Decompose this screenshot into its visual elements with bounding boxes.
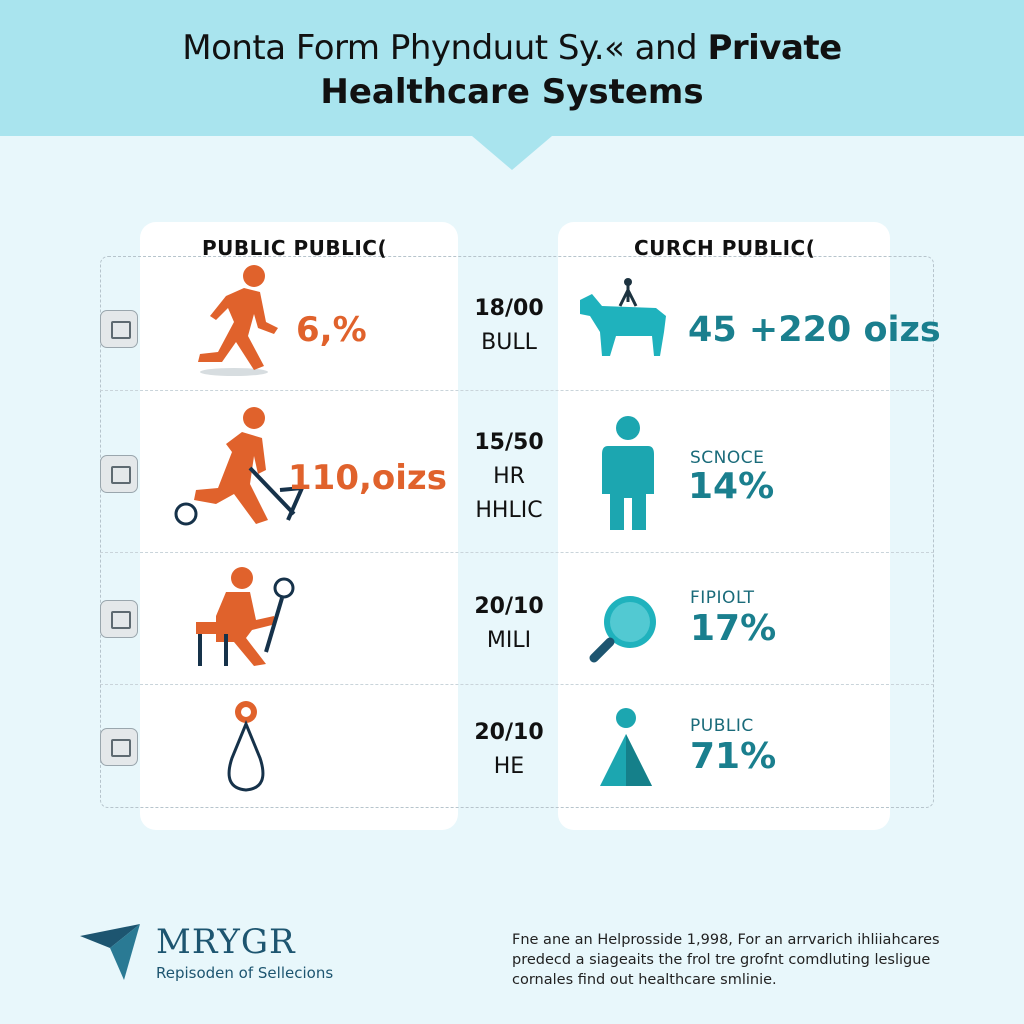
title-regular: Monta Form Phynduut Sy.« and <box>182 28 698 68</box>
row-divider <box>100 552 934 553</box>
middle-figure: 18/00 <box>474 296 544 321</box>
middle-cell <box>466 426 552 528</box>
middle-figure: 20/10 <box>474 594 544 619</box>
footnote-text: Fne ane an Helprosside 1,998, For an arrvarich ihliiahcares predecd a siageaits the frol tre grofnt comdluting lesligue cornales find out healthcare smlinie. <box>512 932 940 988</box>
middle-label: MILI <box>486 628 532 653</box>
horse-rider-icon <box>576 276 676 360</box>
right-value: 17% <box>690 608 777 649</box>
left-column-heading: PUBLIC PUBLIC( <box>202 236 388 260</box>
seated-person-icon <box>186 566 296 670</box>
page-header <box>0 0 1024 136</box>
middle-cell <box>466 292 552 360</box>
magnifier-icon <box>586 592 662 664</box>
right-column-heading: CURCH PUBLIC( <box>634 236 816 260</box>
row-divider <box>100 390 934 391</box>
running-person-icon <box>192 262 282 378</box>
middle-label: HHLIC <box>475 498 543 523</box>
standing-person-icon <box>600 414 656 532</box>
list-icon[interactable] <box>100 455 138 493</box>
right-value: 45 +220 oizs <box>688 310 941 350</box>
right-value: 14% <box>688 466 775 507</box>
right-label: SCNOCE <box>690 448 765 468</box>
middle-cell <box>466 716 552 784</box>
document-icon[interactable] <box>100 728 138 766</box>
middle-label: HE <box>493 754 525 779</box>
camera-icon[interactable] <box>100 310 138 348</box>
right-label: FIPIOLT <box>690 588 755 608</box>
middle-figure: 15/50 <box>474 430 544 455</box>
pyramid-person-icon <box>596 706 656 790</box>
middle-label: BULL <box>481 330 537 355</box>
middle-figure: 20/10 <box>474 720 544 745</box>
title-line-2: Healthcare Systems <box>320 72 704 112</box>
chart-icon[interactable] <box>100 600 138 638</box>
left-value: 6,% <box>296 310 367 350</box>
logo-mark-icon <box>80 922 148 982</box>
logo-name: MRYGR <box>156 922 296 962</box>
logo-tagline: Repisoden of Sellecions <box>156 964 334 982</box>
stethoscope-icon <box>218 698 274 794</box>
title-line-1 <box>0 28 1024 68</box>
middle-cell <box>466 590 552 658</box>
left-value: 110,oizs <box>288 458 447 498</box>
right-value: 71% <box>690 736 777 777</box>
middle-label: HR <box>493 464 525 489</box>
right-label: PUBLIC <box>690 716 754 736</box>
row-divider <box>100 684 934 685</box>
title-bold: Private <box>707 28 842 68</box>
header-pointer <box>472 136 552 170</box>
person-walker-icon <box>170 404 306 528</box>
